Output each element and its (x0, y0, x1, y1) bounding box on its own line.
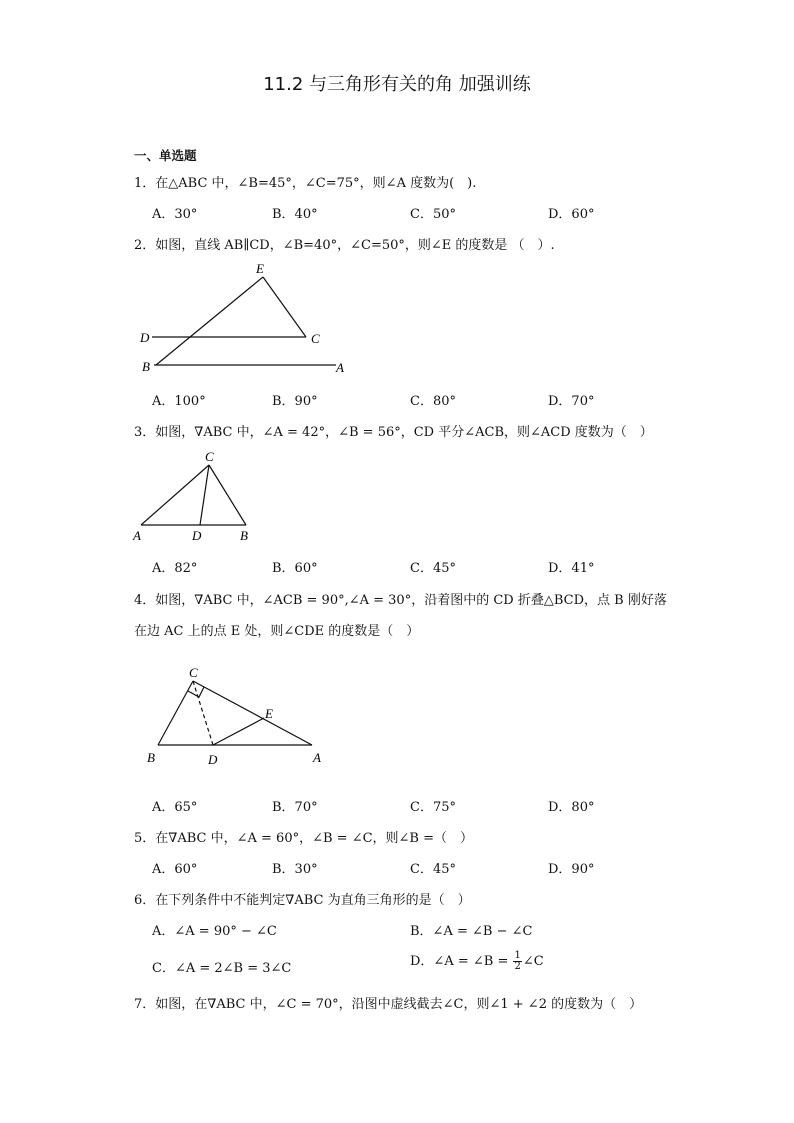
q4-right-angle-mark (188, 687, 204, 697)
fraction-denominator: 2 (514, 961, 521, 972)
question-6-option-d-fraction (513, 951, 521, 972)
fraction-numerator: 1 (514, 950, 521, 961)
question-4-option-c: C．75° (410, 800, 456, 815)
question-4-stem-line-1: 4．如图，∇ABC 中，∠ACB = 90°,∠A = 30°，沿着图中的 CD 折叠△BCD，点 B 刚好落 (134, 593, 667, 608)
question-6-option-b: B．∠A = ∠B − ∠C (410, 924, 533, 939)
q4-line-de (213, 718, 264, 745)
question-4-option-a: A．65° (152, 800, 198, 815)
q4-label-c: C (189, 665, 198, 680)
question-1-stem: 1．在△ABC 中，∠B=45°，∠C=75°，则∠A 度数为( ). (134, 176, 477, 191)
q2-label-a: A (336, 360, 344, 375)
question-5-option-c: C．45° (410, 862, 456, 877)
question-3-stem: 3．如图，∇ABC 中，∠A = 42°，∠B = 56°，CD 平分∠ACB，则∠ACD 度数为（ ） (134, 425, 653, 440)
q2-label-b: B (142, 359, 150, 374)
question-2-option-a: A．100° (152, 394, 206, 409)
question-5-option-b: B．30° (272, 862, 318, 877)
q3-label-d: D (192, 528, 202, 543)
question-1-option-d: D．60° (548, 207, 595, 222)
q3-label-c: C (205, 449, 214, 464)
question-4-option-d: D．80° (548, 800, 595, 815)
question-4-stem-line-2: 在边 AC 上的点 E 处，则∠CDE 的度数是（ ） (134, 624, 420, 639)
q2-label-d: D (140, 330, 150, 345)
q2-label-e: E (256, 261, 264, 276)
question-1-option-c: C．50° (410, 207, 456, 222)
question-3-option-b: B．60° (272, 561, 318, 576)
q3-label-a: A (133, 528, 141, 543)
question-2-option-b: B．90° (272, 394, 318, 409)
question-6-option-d-text: D．∠A = ∠B = (410, 954, 513, 969)
q4-label-a: A (313, 750, 321, 765)
question-6-option-d-tail: ∠C (522, 954, 544, 969)
page-title: 11.2 与三角形有关的角 加强训练 (263, 74, 531, 95)
question-5-option-d: D．90° (548, 862, 595, 877)
question-2-option-d: D．70° (548, 394, 595, 409)
question-6-option-d (410, 950, 544, 972)
question-2-stem: 2．如图，直线 AB∥CD，∠B=40°，∠C=50°，则∠E 的度数是 （ ）. (134, 238, 555, 253)
q4-label-d: D (208, 752, 218, 767)
question-4-option-b: B．70° (272, 800, 318, 815)
q3-label-b: B (240, 528, 248, 543)
q4-line-ca (193, 681, 312, 745)
section-heading: 一、单选题 (134, 148, 197, 163)
question-6-option-a: A．∠A = 90° − ∠C (152, 924, 277, 939)
q4-label-b: B (147, 750, 155, 765)
question-3-option-a: A．82° (152, 561, 198, 576)
q4-line-bc (158, 681, 193, 745)
question-5-stem: 5．在∇ABC 中，∠A = 60°，∠B = ∠C，则∠B =（ ） (134, 831, 474, 846)
question-1-option-b: B．40° (272, 207, 318, 222)
question-3-option-d: D．41° (548, 561, 595, 576)
question-1-option-a: A．30° (152, 207, 198, 222)
question-3-option-c: C．45° (410, 561, 456, 576)
question-7-stem: 7．如图，在∇ABC 中，∠C = 70°，沿图中虚线截去∠C，则∠1 + ∠2 的度数为（ ） (134, 997, 643, 1012)
question-6-stem: 6．在下列条件中不能判定∇ABC 为直角三角形的是（ ） (134, 893, 471, 908)
question-5-option-a: A．60° (152, 862, 198, 877)
q4-label-e: E (265, 706, 273, 721)
question-2-option-c: C．80° (410, 394, 456, 409)
question-6-option-c: C．∠A = 2∠B = 3∠C (152, 961, 292, 976)
q2-label-c: C (311, 331, 320, 346)
